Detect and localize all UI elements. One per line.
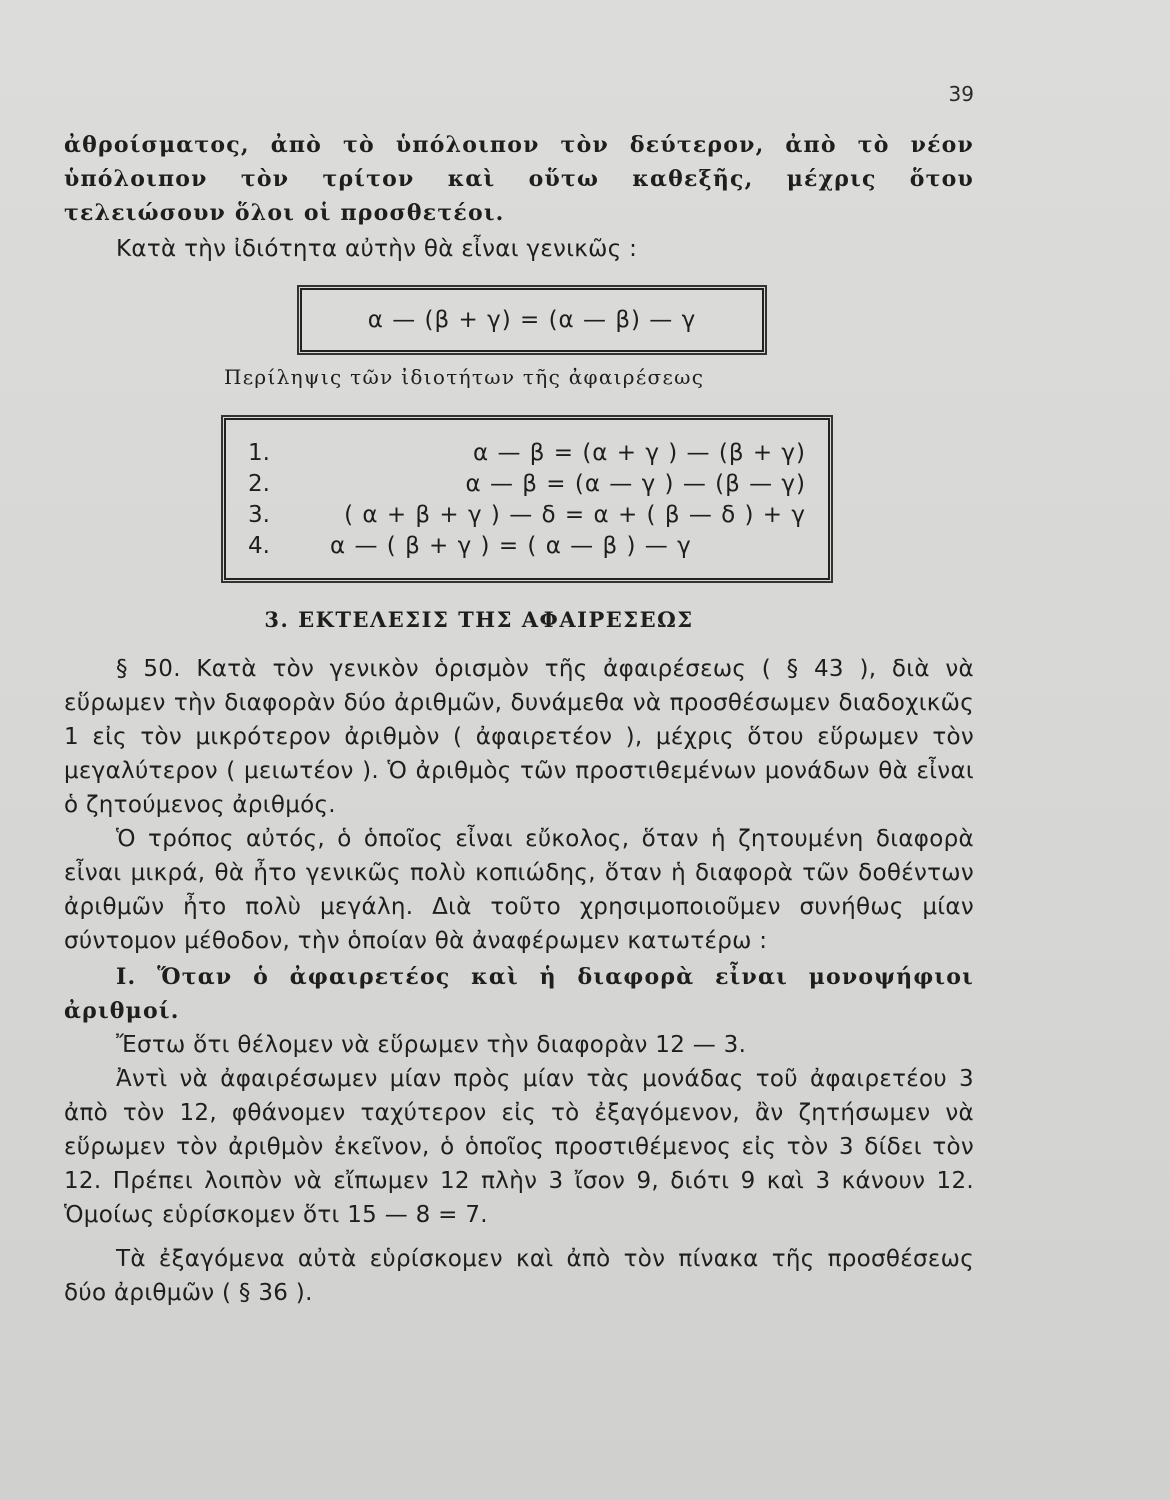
opening-paragraph: ἀθροίσματος, ἀπὸ τὸ ὑπόλοιπον τὸν δεύτερον, ἀπὸ τὸ νέον ὑπόλοιπον τὸν τρίτον καὶ οὕτω καθεξῆς, μέχρις ὅτου τελειώσουν ὅλοι οἱ προσθετέοι. (64, 132, 974, 226)
section-title: 3. ΕΚΤΕΛΕΣΙΣ ΤΗΣ ΑΦΑΙΡΕΣΕΩΣ (264, 607, 694, 632)
property-number: 3. (248, 502, 270, 528)
summary-caption: Περίληψις τῶν ἰδιοτήτων τῆς ἀφαιρέσεως (224, 365, 705, 389)
property-row (248, 531, 828, 562)
property-formula: α — ( β + γ ) = ( α — β ) — γ (330, 533, 692, 559)
paragraph-example: Ἔστω ὅτι θέλομεν νὰ εὕρωμεν τὴν διαφορὰν 12 — 3. (116, 1032, 747, 1058)
paragraph-instead: Ἀντὶ νὰ ἀφαιρέσωμεν μίαν πρὸς μίαν τὰς μονάδας τοῦ ἀφαιρετέου 3 ἀπὸ τὸν 12, φθάνομεν ταχύτερον εἰς τὸ ἐξαγόμενον, ἂν ζητήσωμεν νὰ εὕρωμεν τὸν ἀριθμὸν ἐκεῖνον, ὁ ὁποῖος προστιθέμενος εἰς τὸν 3 δίδει τὸν 12. Πρέπει λοιπὸν νὰ εἴπωμεν 12 πλὴν 3 ἴσον 9, διότι 9 καὶ 3 κάνουν 12. Ὁμοίως εὑρίσκομεν ὅτι 15 — 8 = 7. (64, 1066, 974, 1228)
paragraph-method: Ὁ τρόπος αὐτός, ὁ ὁποῖος εἶναι εὔκολος, ὅταν ἡ ζητουμένη διαφορὰ εἶναι μικρά, θὰ ἦτο γενικῶς πολὺ κοπιώδης, ὅταν ἡ διαφορὰ τῶν δοθέντων ἀριθμῶν ἦτο πολὺ μεγάλη. Διὰ τοῦτο χρησιμοποιοῦμεν συνήθως μίαν σύντομον μέθοδον, τὴν ὁποίαν θὰ ἀναφέρωμεν κατωτέρω : (64, 826, 974, 954)
property-number: 1. (248, 440, 270, 466)
boxed-formula: α — (β + γ) = (α — β) — γ (300, 288, 764, 352)
subsection-heading: I. Ὅταν ὁ ἀφαιρετέος καὶ ἡ διαφορὰ εἶναι μονοψήφιοι ἀριθμοί. (64, 964, 974, 1024)
page-content (64, 128, 974, 1310)
property-row (248, 469, 828, 500)
property-formula: ( α + β + γ ) — δ = α + ( β — δ ) + γ (344, 502, 806, 528)
paragraph-table: Τὰ ἐξαγόμενα αὐτὰ εὑρίσκομεν καὶ ἀπὸ τὸν πίνακα τῆς προσθέσεως δύο ἀριθμῶν ( § 36 ). (64, 1246, 974, 1306)
property-formula: α — β = (α — γ ) — (β — γ) (465, 471, 806, 497)
properties-box (224, 418, 830, 580)
property-row (248, 500, 828, 531)
page-number: 39 (948, 82, 974, 106)
property-number: 4. (248, 533, 270, 559)
paragraph-50: § 50. Κατὰ τὸν γενικὸν ὁρισμὸν τῆς ἀφαιρέσεως ( § 43 ), διὰ νὰ εὕρωμεν τὴν διαφορὰν δύο ἀριθμῶν, δυνάμεθα νὰ προσθέσωμεν διαδοχικῶς 1 εἰς τὸν μικρότερον ἀριθμὸν ( ἀφαιρετέον ), μέχρις ὅτου εὕρωμεν τὸν μεγαλύτερον ( μειωτέον ). Ὁ ἀριθμὸς τῶν προστιθεμένων μονάδων θὰ εἶναι ὁ ζητούμενος ἀριθμός. (64, 656, 974, 818)
property-number: 2. (248, 471, 270, 497)
property-row (248, 438, 828, 469)
intro-sentence: Κατὰ τὴν ἰδιότητα αὐτὴν θὰ εἶναι γενικῶς : (116, 236, 638, 262)
property-formula: α — β = (α + γ ) — (β + γ) (472, 440, 806, 466)
